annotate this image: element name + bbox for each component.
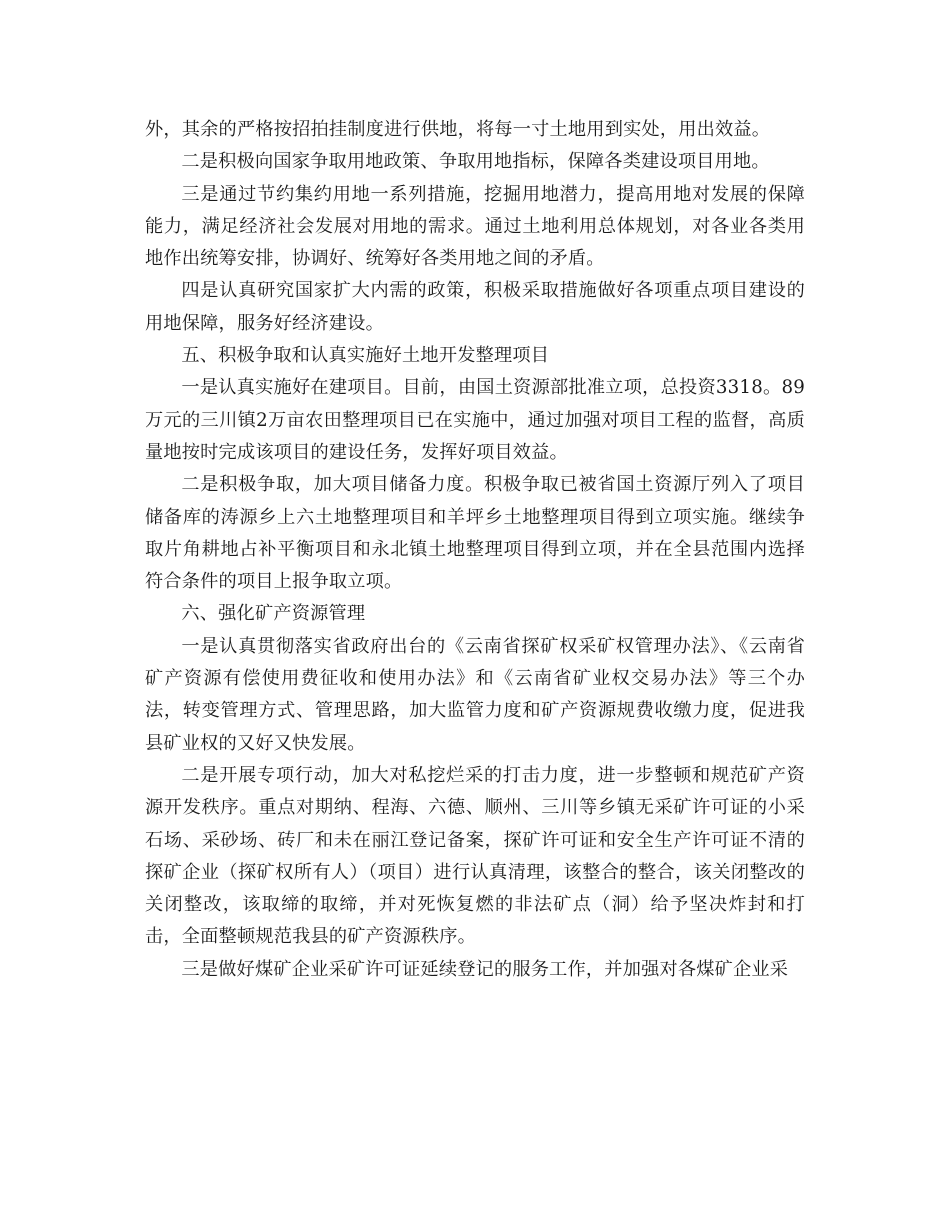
section-heading: 五、积极争取和认真实施好土地开发整理项目 (181, 345, 550, 367)
document-body (145, 114, 805, 986)
paragraph: 二是开展专项行动，加大对私挖烂采的打击力度，进一步整顿和规范矿产资源开发秩序。重点对期纳、程海、六德、顺州、三川等乡镇无采矿许可证的小采石场、采砂场、砖厂和未在丽江登记备案，探矿许可证和安全生产许可证不清的探矿企业（探矿权所有人）（项目）进行认真清理，该整合的整合，该关闭整改的关闭整改，该取缔的取缔，并对死恢复燃的非法矿点（洞）给予坚决炸封和打击，全面整顿规范我县的矿产资源秩序。 (145, 764, 805, 948)
paragraph: 二是积极争取，加大项目储备力度。积极争取已被省国土资源厅列入了项目储备库的涛源乡上六土地整理项目和羊坪乡土地整理项目得到立项实施。继续争取片角耕地占补平衡项目和永北镇土地整理项目得到立项，并在全县范围内选择符合条件的项目上报争取立项。 (145, 474, 805, 593)
paragraph: 一是认真实施好在建项目。目前，由国土资源部批准立项，总投资3318。89万元的三川镇2万亩农田整理项目已在实施中，通过加强对项目工程的监督，高质量地按时完成该项目的建设任务，发挥好项目效益。 (145, 377, 805, 463)
paragraph: 三是通过节约集约用地一系列措施，挖掘用地潜力，提高用地对发展的保障能力，满足经济社会发展对用地的需求。通过土地利用总体规划，对各业各类用地作出统筹安排，协调好、统筹好各类用地之间的矛盾。 (145, 183, 805, 270)
paragraph: 四是认真研究国家扩大内需的政策，积极采取措施做好各项重点项目建设的用地保障，服务好经济建设。 (145, 280, 805, 334)
paragraph-continuation: 外，其余的严格按招拍挂制度进行供地，将每一寸土地用到实处，用出效益。 (145, 119, 771, 140)
paragraph: 一是认真贯彻落实省政府出台的《云南省探矿权采矿权管理办法》、《云南省矿产资源有偿使用费征收和使用办法》和《云南省矿业权交易办法》等三个办法，转变管理方式、管理思路，加大监管力度和矿产资源规费收缴力度，促进我县矿业权的又好又快发展。 (145, 635, 805, 754)
paragraph: 二是积极向国家争取用地政策、争取用地指标，保障各类建设项目用地。 (181, 151, 770, 173)
section-heading: 六、强化矿产资源管理 (181, 603, 366, 625)
paragraph: 三是做好煤矿企业采矿许可证延续登记的服务工作，并加强对各煤矿企业采 (181, 958, 789, 980)
